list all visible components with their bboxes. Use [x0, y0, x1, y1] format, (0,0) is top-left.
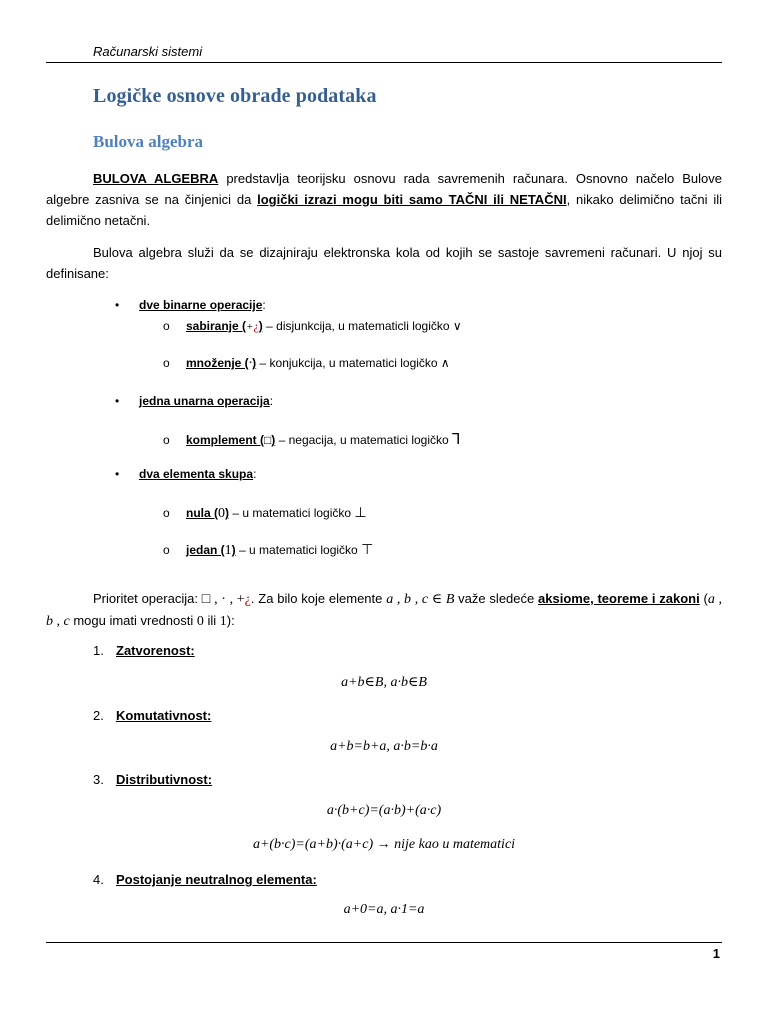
list-item: 1. Zatvorenost:	[93, 643, 195, 658]
formula: a+(b·c)=(a+b)·(a+c) → nije kao u matematici	[252, 837, 516, 852]
formula: a+b∈B, a·b∈B	[341, 675, 427, 690]
logic-top-symbol: ⊤	[361, 541, 374, 557]
paragraph-text: , nikako delimično tačni ili delimično netačni.	[46, 192, 722, 228]
logic-and-symbol: ∧	[440, 356, 450, 370]
list-item-title: Distributivnost:	[116, 772, 213, 787]
logic-or-symbol: ∨	[452, 319, 462, 333]
bullet-item: • dve binarne operacije:	[115, 298, 266, 312]
sub-item-jedan: o jedan (1) – u matematici logičko ⊤	[163, 541, 374, 558]
emphasis-logic: logički izrazi mogu biti samo TAČNI ili NETAČNI	[257, 192, 567, 207]
heading-2: Bulova algebra	[93, 132, 204, 151]
bullet-label: dva elementa skupa	[139, 467, 254, 481]
formula: a+b=b+a, a·b=b·a	[330, 739, 438, 754]
sub-item-komplement: o komplement (□) – negacija, u matematici logičko ⅂	[163, 431, 461, 448]
page-number: 1	[712, 946, 720, 961]
formula: a·(b+c)=(a·b)+(a·c)	[326, 803, 442, 818]
footer-rule	[46, 942, 722, 943]
list-item: 2. Komutativnost:	[93, 708, 212, 723]
paragraph-intro	[46, 168, 722, 231]
list-item-title: Zatvorenost:	[116, 643, 195, 658]
running-header: Računarski sistemi	[93, 44, 203, 59]
header-rule	[46, 62, 722, 63]
heading-1: Logičke osnove obrade podataka	[93, 85, 377, 107]
formula: a+0=a, a·1=a	[343, 902, 425, 917]
sub-item-nula: o nula (0) – u matematici logičko ⊥	[163, 504, 367, 521]
logic-not-symbol: ⅂	[452, 431, 461, 448]
bullet-item: • jedna unarna operacija:	[115, 394, 274, 408]
bullet-label: dve binarne operacije	[139, 298, 263, 312]
bullet-label: jedna unarna operacija	[139, 394, 270, 408]
bullet-item: • dva elementa skupa:	[115, 467, 257, 481]
term-bulova-algebra: BULOVA ALGEBRA	[93, 171, 219, 186]
paragraph-text: predstavlja teorijsku osnovu rada savremenih računara. Osnovno načelo Bulove algebre zasniva se na činjenici da	[46, 171, 722, 207]
sub-item-mnozenje: o množenje (·) – konjukcija, u matematici logičko ∧	[163, 356, 450, 371]
list-item: 4. Postojanje neutralnog elementa:	[93, 872, 317, 887]
emphasis-aksiome: aksiome, teoreme i zakoni	[538, 591, 700, 606]
list-item-title: Postojanje neutralnog elementa:	[116, 872, 317, 887]
paragraph-definisane: Bulova algebra služi da se dizajniraju elektronska kola od kojih se sastoje savremeni računari. U njoj su definisane:	[46, 245, 722, 281]
list-item-title: Komutativnost:	[116, 708, 212, 723]
paragraph-prioritet: Prioritet operacija: □ , · , +¿. Za bilo koje elemente a , b , c ∈ B važe sledeće aksiome, teoreme i zakoni (a , b , c mogu imati vrednosti 0 ili 1):	[46, 591, 723, 629]
sub-item-sabiranje: o sabiranje (+¿) – disjunkcija, u matematicli logičko ∨	[163, 319, 462, 333]
list-item: 3. Distributivnost:	[93, 772, 213, 787]
logic-bottom-symbol: ⊥	[354, 504, 367, 520]
